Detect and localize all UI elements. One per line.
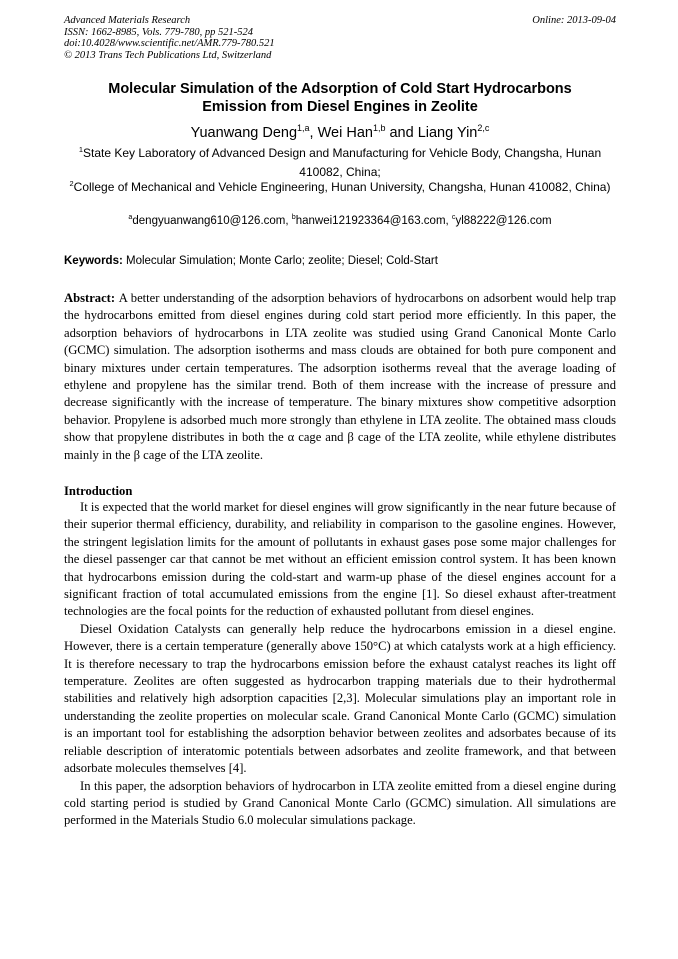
affiliation-text: College of Mechanical and Vehicle Engineering, Hunan University, Changsha, Hunan 410082, China) <box>73 180 611 194</box>
paragraph: In this paper, the adsorption behaviors of hydrocarbon in LTA zeolite emitted from a diesel engine during cold starting period is studied by Grand Canonical Monte Carlo (GCMC) simulation. All simulations are performed in the Materials Studio 6.0 molecular simulations package. <box>64 778 616 828</box>
paragraph: Diesel Oxidation Catalysts can generally help reduce the hydrocarbons emission in a diesel engine. However, there is a certain temperature (generally above 150°C) at which catalysts work at a high efficiency. It is therefore necessary to trap the hydrocarbons emission before the exhaust catalyst reaches its light off temperature. Zeolites are often suggested as hydrocarbon trapping materials due to their hydrothermal stabilities and relatively high adsorption capacities [2,3]. Molecular simulations play an important role in understanding the zeolite properties on molecular scale. Grand Canonical Monte Carlo (GCMC) simulation is an important tool for establishing the adsorption behavior between zeolites and adsorbates because of its reliable description of interatomic potentials between adsorbates and zeolite framework, and that between adsorbate molecules themselves [4]. <box>64 621 616 776</box>
journal-copyright: © 2013 Trans Tech Publications Ltd, Switzerland <box>64 49 272 61</box>
abstract-colon: : <box>110 291 119 305</box>
paper-title-line-2: Emission from Diesel Engines in Zeolite <box>202 98 478 115</box>
email-mark: b <box>291 213 296 222</box>
author-name: Liang Yin <box>417 125 478 141</box>
introduction-body <box>64 499 616 830</box>
abstract-text: A better understanding of the adsorption behaviors of hydrocarbons on adsorbent would help trap the hydrocarbons emitted from diesel engines during cold start period more efficiently. In this paper, the adsorption behaviors of hydrocarbons in LTA zeolite was studied using Grand Canonical Monte Carlo (GCMC) simulation. The adsorption isotherms and mass clouds are obtained for both pure component and binary mixtures under certain temperatures. The adsorption isotherms reveal that the average loading of ethylene and propylene has the similar trend. Both of them increase with the increase of pressure and decrease significantly with the increase of temperature. The binary mixtures show competitive adsorption behavior. Propylene is adsorbed much more strongly than ethylene in LTA zeolite. The obtained mass clouds show that propylene distributes in both the α cage and β cage of the LTA zeolite, while ethylene distributes mainly in the β cage of the LTA zeolite. <box>64 291 616 462</box>
journal-issn: ISSN: 1662-8985, Vols. 779-780, pp 521-524 <box>64 26 253 38</box>
author-separator: and <box>385 125 418 141</box>
email-mark: c <box>451 213 456 222</box>
email-mark: a <box>128 213 133 222</box>
paper-title <box>64 81 616 116</box>
affiliation-text: State Key Laboratory of Advanced Design and Manufacturing for Vehicle Body, Changsha, Hunan 410082, China; <box>83 146 602 179</box>
email-address[interactable]: yl88222@126.com <box>455 215 552 227</box>
paper-title-line-1: Molecular Simulation of the Adsorption of Cold Start Hydrocarbons <box>108 81 572 97</box>
keywords-label: Keywords: <box>64 255 123 267</box>
author-affiliation-mark: 1,b <box>372 123 386 134</box>
email-separator: , <box>285 215 292 227</box>
abstract-label: Abstract <box>64 291 111 305</box>
journal-doi[interactable]: doi:10.4028/www.scientific.net/AMR.779-780.521 <box>64 38 275 49</box>
keywords-text: Molecular Simulation; Monte Carlo; zeolite; Diesel; Cold-Start <box>122 255 438 267</box>
author-list <box>64 124 616 142</box>
keywords <box>64 253 616 269</box>
section-heading-introduction: Introduction <box>64 484 133 498</box>
affiliation-2 <box>64 178 616 197</box>
journal-header <box>64 15 616 61</box>
author-affiliation-mark: 1,a <box>297 123 310 134</box>
paragraph: It is expected that the world market for diesel engines will grow significantly in the near future because of their superior thermal efficiency, durability, and reliability in comparison to the gasoline engines. However, the stringent legislation limits for the amount of pollutants in exhaust gases pose some major challenges for the diesel passenger car that cannot be met without an efficient emission control system. It has been known that hydrocarbons emission during the cold-start and warm-up phase of the diesel engines account for a significant fraction of total accumulated emissions from the engine [1]. So diesel exhaust after-treatment technologies are the focal points for the reduction of exhausted pollutant from diesel engines. <box>64 500 616 619</box>
email-separator: , <box>445 215 452 227</box>
email-address[interactable]: hanwei121923364@163.com <box>295 215 446 227</box>
email-address[interactable]: dengyuanwang610@126.com <box>132 215 286 227</box>
abstract <box>64 290 616 464</box>
author-emails <box>64 213 616 229</box>
affiliation-mark: 2 <box>69 179 74 188</box>
affiliation-mark: 1 <box>78 145 84 154</box>
online-date: Online: 2013-09-04 <box>532 15 616 26</box>
author-affiliation-mark: 2,c <box>477 123 490 134</box>
author-separator: , <box>309 125 318 141</box>
journal-name: Advanced Materials Research <box>64 15 191 26</box>
affiliation-1 <box>64 144 616 181</box>
author-name: Yuanwang Deng <box>190 125 298 141</box>
author-name: Wei Han <box>317 125 373 141</box>
